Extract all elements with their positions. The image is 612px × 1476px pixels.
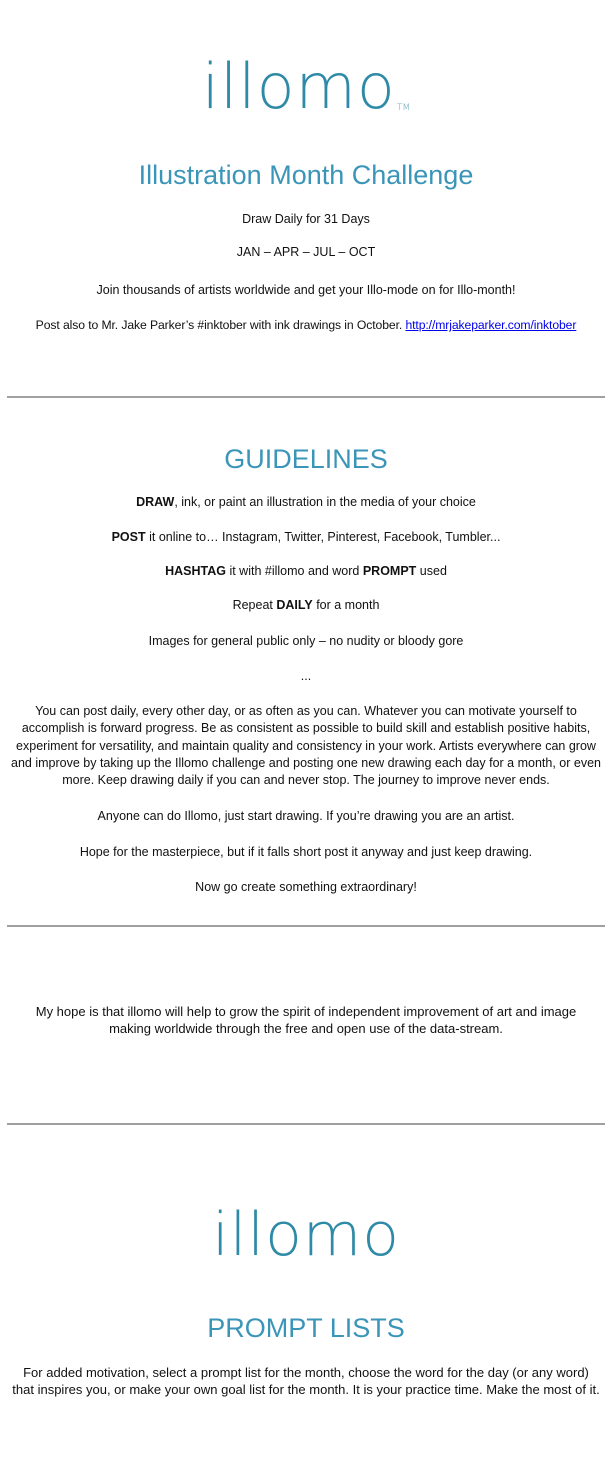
inktober-text: Post also to Mr. Jake Parker’s #inktober with ink drawings in October. bbox=[35, 318, 406, 332]
hope-text: Hope for the masterpiece, but if it falls short post it anyway and just keep drawing. bbox=[79, 845, 533, 859]
guideline-text: it with #illomo and word bbox=[225, 564, 363, 578]
logo-text: illomo bbox=[201, 50, 396, 123]
prompt-lists-text: For added motivation, select a prompt list for the month, choose the word for the day (or any word) that inspires you, or make your own goal list for the month. It is your practice time. Make the most of it. bbox=[12, 1365, 600, 1398]
ellipsis: ... bbox=[300, 669, 312, 683]
guidelines-heading: GUIDELINES bbox=[224, 444, 388, 474]
guideline-text: for a month bbox=[312, 598, 380, 612]
prompt-lists-heading: PROMPT LISTS bbox=[207, 1313, 405, 1343]
divider bbox=[7, 396, 605, 398]
subtitle: Draw Daily for 31 Days bbox=[242, 212, 370, 226]
guideline-post bbox=[0, 529, 612, 546]
trademark-mark: TM bbox=[396, 103, 411, 113]
guideline-keyword: HASHTAG bbox=[165, 564, 226, 578]
inktober-link[interactable]: http://mrjakeparker.com/inktober bbox=[405, 318, 577, 332]
illomo-logo bbox=[0, 52, 612, 143]
guideline-keyword: DRAW bbox=[136, 495, 175, 509]
months-text: JAN – APR – JUL – OCT bbox=[236, 245, 376, 259]
guideline-hashtag bbox=[0, 563, 612, 580]
guideline-daily bbox=[0, 597, 612, 614]
guideline-keyword: POST bbox=[111, 530, 146, 544]
guidelines-paragraph: You can post daily, every other day, or as often as you can. Whatever you can motivate yourself to accomplish is forward progress. Be as consistent as possible to build skill and establish positive habits, experiment for versatility, and maintain quality and consistency in your work. Artists everywhere can grow and improve by taking up the Illomo challenge and posting one new drawing each day for a month, or even more. Keep drawing daily if you can and never stop. The journey to improve never ends. bbox=[11, 704, 601, 788]
guideline-text: it online to… Instagram, Twitter, Pinterest, Facebook, Tumbler... bbox=[145, 530, 501, 544]
guideline-content-rule: Images for general public only – no nudity or bloody gore bbox=[148, 634, 464, 648]
guideline-text: , ink, or paint an illustration in the media of your choice bbox=[174, 495, 476, 509]
page-title: Illustration Month Challenge bbox=[138, 160, 474, 190]
inktober-line bbox=[0, 317, 612, 334]
guideline-draw bbox=[0, 494, 612, 511]
now-text: Now go create something extraordinary! bbox=[195, 880, 417, 894]
guideline-text: Repeat bbox=[232, 598, 277, 612]
guideline-text: used bbox=[416, 564, 447, 578]
guideline-keyword: PROMPT bbox=[362, 564, 417, 578]
mission-text: My hope is that illomo will help to grow the spirit of independent improvement of art and image making worldwide through the free and open use of the data-stream. bbox=[35, 1004, 577, 1037]
illomo-logo: illomo bbox=[212, 1200, 400, 1270]
join-text: Join thousands of artists worldwide and get your Illo-mode on for Illo-month! bbox=[96, 283, 516, 297]
divider bbox=[7, 925, 605, 927]
divider bbox=[7, 1123, 605, 1125]
guideline-keyword: DAILY bbox=[276, 598, 313, 612]
anyone-text: Anyone can do Illomo, just start drawing. If you’re drawing you are an artist. bbox=[97, 809, 515, 823]
